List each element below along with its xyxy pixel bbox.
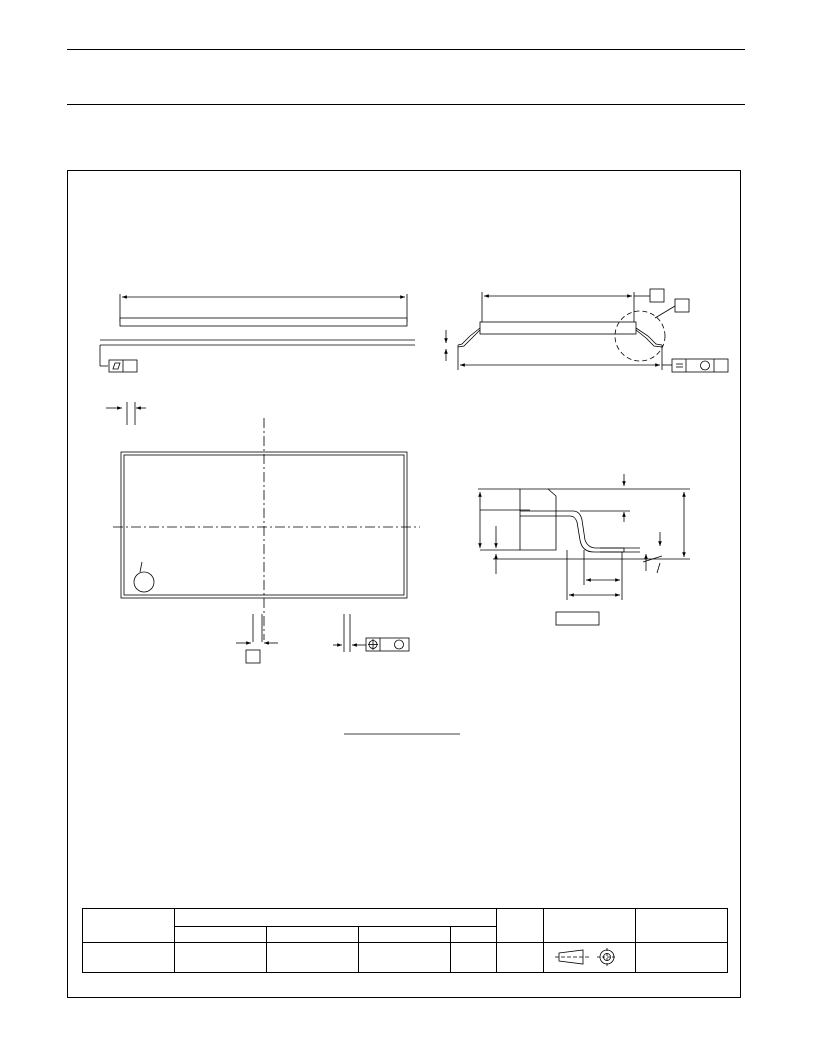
references-table [82, 908, 728, 973]
issue-dates [636, 943, 728, 973]
blank-value [497, 943, 544, 973]
iec-value [175, 943, 267, 973]
blank-col [497, 909, 544, 943]
references-header [175, 909, 497, 927]
outline-version-header [83, 909, 175, 943]
eiaj-value [359, 943, 451, 973]
jedec-value [267, 943, 359, 973]
projection-header [544, 909, 636, 943]
blank-ref-col [451, 927, 497, 943]
issue-date-header [636, 909, 728, 943]
eiaj-header [359, 927, 451, 943]
projection-icon [555, 947, 625, 967]
outline-version [83, 943, 175, 973]
blank-ref-value [451, 943, 497, 973]
jedec-header [267, 927, 359, 943]
projection-symbol [544, 943, 636, 973]
iec-header [175, 927, 267, 943]
